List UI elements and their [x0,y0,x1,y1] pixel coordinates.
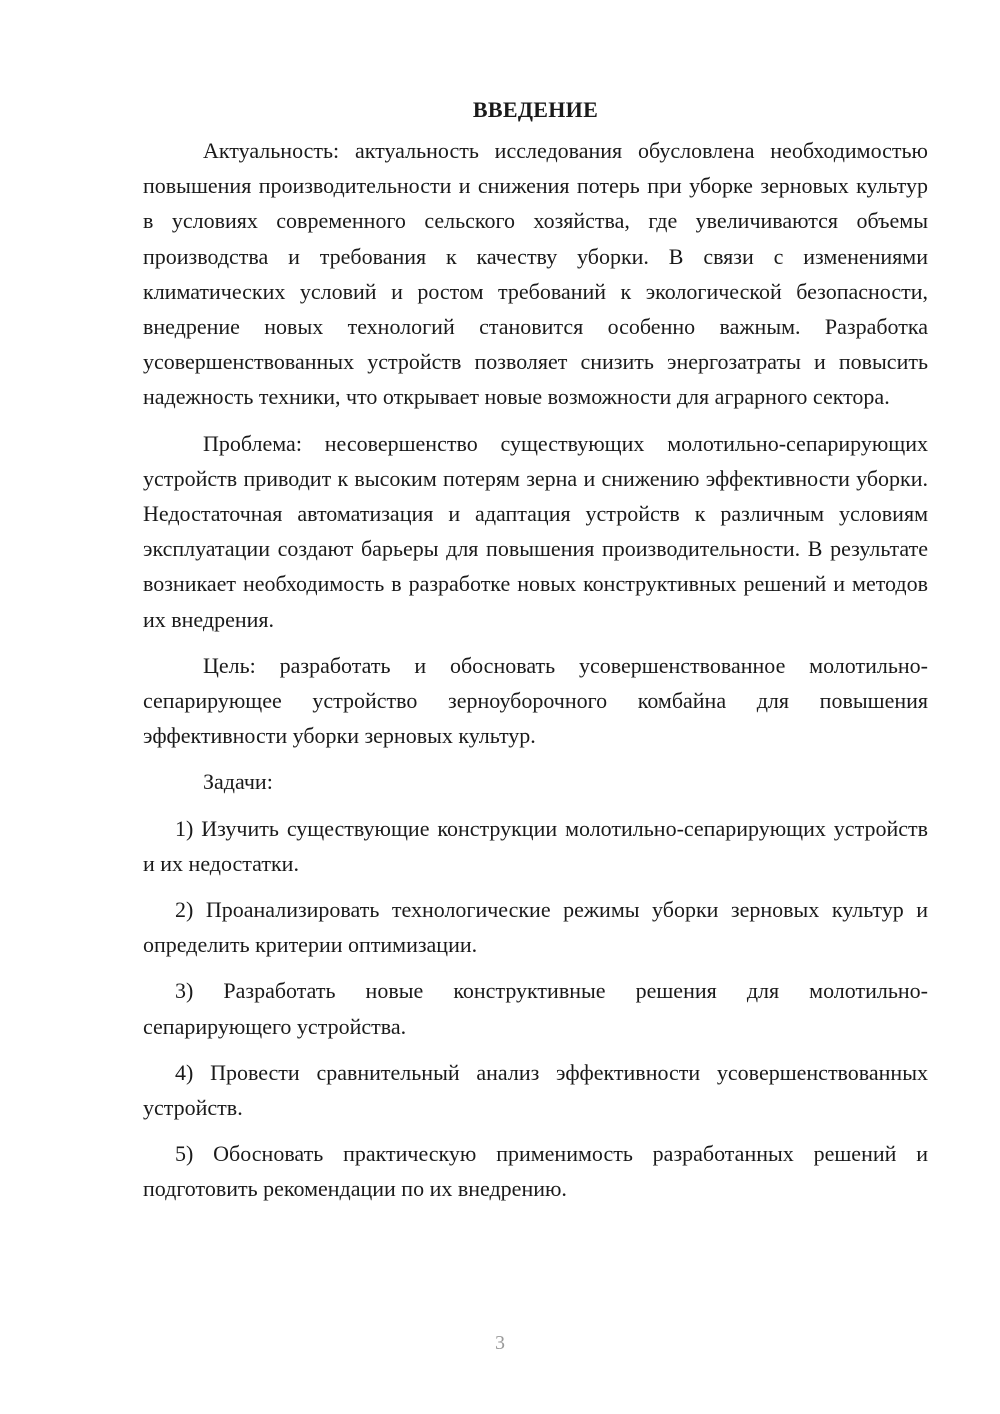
section-title: ВВЕДЕНИЕ [472,97,599,122]
task-item: 2) Проанализировать технологические режимы уборки зерновых культур и определить критерии оптимизации. [143,897,928,958]
tasks-heading: Задачи: [203,769,273,795]
problem-paragraph: Проблема: несовершенство существующих молотильно-сепарирующих устройств приводит к высоким потерям зерна и снижению эффективности уборки. Недостаточная автоматизация и адаптация устройств к различным условиям эксплуатации создают барьеры для повышения производительности. В результате возникает необходимость в разработке новых конструктивных решений и методов их внедрения. [143,430,928,632]
task-item: 5) Обосновать практическую применимость разработанных решений и подготовить рекомендации по их внедрению. [143,1141,928,1202]
task-item: 3) Разработать новые конструктивные решения для молотильно-сепарирующего устройства. [143,978,928,1039]
task-item: 1) Изучить существующие конструкции молотильно-сепарирующих устройств и их недостатки. [143,815,928,876]
page-number: 3 [495,1332,505,1354]
goal-paragraph: Цель: разработать и обосновать усовершенствованное молотильно-сепарирующее устройство зерноуборочного комбайна для повышения эффективности уборки зерновых культур. [143,652,928,749]
document-page [143,92,928,1218]
task-item: 4) Провести сравнительный анализ эффективности усовершенствованных устройств. [143,1059,928,1121]
relevance-paragraph: Актуальность: актуальность исследования обусловлена необходимостью повышения производительности и снижения потерь при уборке зерновых культур в условиях современного сельского хозяйства, где увеличиваются объемы производства и требования к качеству уборки. В связи с изменениями климатических условий и ростом требований к экологической безопасности, внедрение новых технологий становится особенно важным. Разработка усовершенствованных устройств позволяет снизить энергозатраты и повысить надежность техники, что открывает новые возможности для аграрного сектора. [143,138,928,410]
